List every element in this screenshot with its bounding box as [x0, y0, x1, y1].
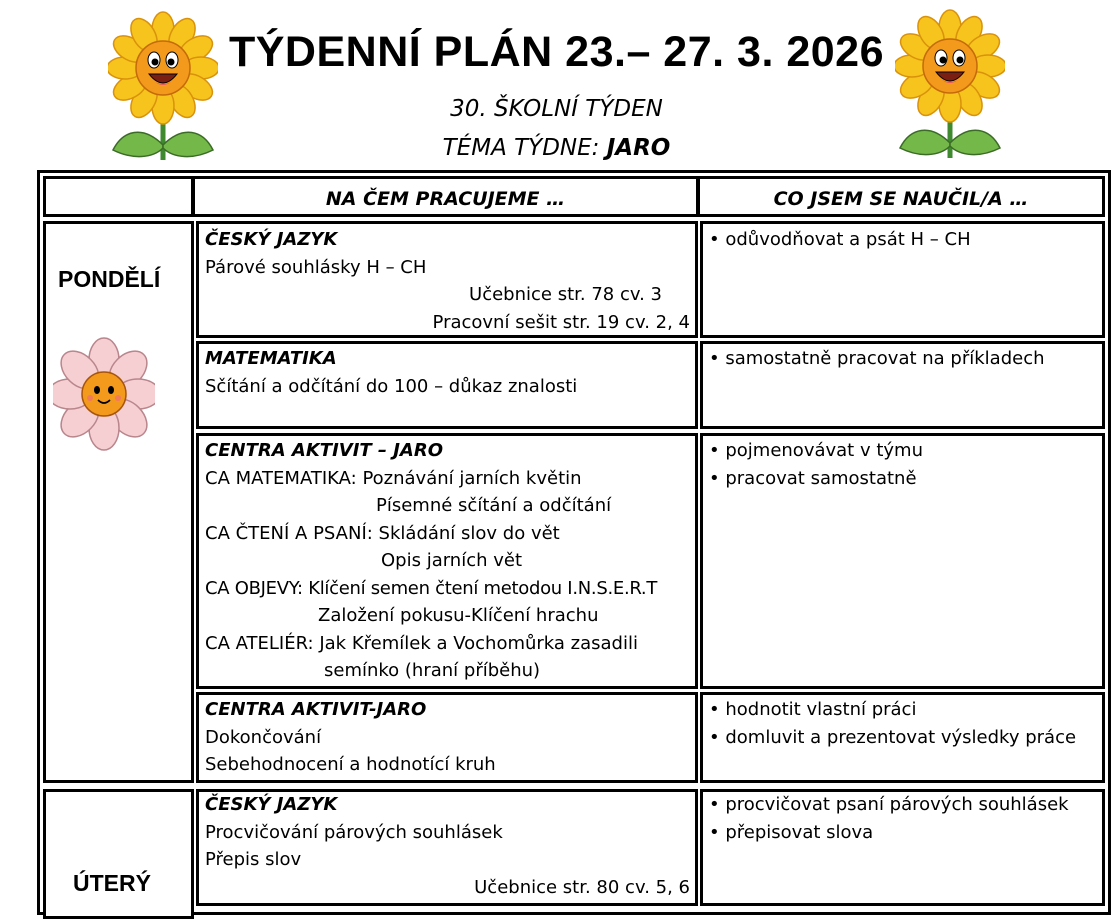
monday-math-work	[205, 345, 690, 400]
work-line: Přepis slov	[205, 849, 302, 870]
work-line: Založení pokusu-Klíčení hrachu	[318, 605, 599, 626]
work-line: Sebehodnocení a hodnotící kruh	[205, 754, 496, 775]
work-line: CA MATEMATIKA: Poznávání jarních květin	[205, 467, 582, 489]
subject-title: MATEMATIKA	[205, 348, 337, 369]
work-line: Procvičování párových souhlásek	[205, 821, 503, 843]
work-line: Opis jarních vět	[381, 550, 523, 571]
work-line: CA OBJEVY: Klíčení semen čtení metodou I.N.S.E.R.T	[205, 577, 658, 599]
day-cell-monday	[43, 221, 194, 783]
monday-centers-learned	[709, 437, 1099, 492]
assignment-line: Učebnice str. 80 cv. 5, 6	[474, 876, 690, 898]
work-line: Písemné sčítání a odčítání	[376, 495, 612, 516]
pink-flower-illustration	[53, 334, 155, 464]
work-line: CA ATELIÉR: Jak Křemílek a Vochomůrka zasadili	[205, 632, 638, 654]
learned-item: • pracovat samostatně	[709, 465, 1099, 493]
learned-item: • samostatně pracovat na příkladech	[709, 345, 1099, 373]
subject-title: ČESKÝ JAZYK	[205, 229, 338, 250]
subject-title: ČESKÝ JAZYK	[205, 794, 338, 815]
monday-centers2-learned	[709, 696, 1104, 751]
page-title: TÝDENNÍ PLÁN 23.– 27. 3. 2026	[228, 28, 884, 76]
work-line: Sčítání a odčítání do 100 – důkaz znalosti	[205, 375, 578, 397]
learned-item: • přepisovat slova	[709, 819, 1104, 847]
work-line: CA ČTENÍ A PSANÍ: Skládání slov do vět	[205, 522, 560, 544]
day-label-tuesday: ÚTERÝ	[73, 870, 151, 896]
learned-item: • odůvodňovat a psát H – CH	[709, 226, 1099, 254]
monday-czech-learned	[709, 226, 1099, 254]
monday-math-learned	[709, 345, 1099, 373]
learned-item: • pojmenovávat v týmu	[709, 437, 1099, 465]
week-number: 30. ŠKOLNÍ TÝDEN	[450, 96, 663, 122]
header-empty-cell	[43, 176, 194, 217]
theme-label: TÉMA TÝDNE:	[442, 135, 600, 161]
subject-title: CENTRA AKTIVIT – JARO	[205, 440, 443, 461]
header-work-cell: NA ČEM PRACUJEME …	[192, 176, 699, 217]
day-cell-tuesday	[43, 789, 194, 919]
assignment-line: Pracovní sešit str. 19 cv. 2, 4	[432, 311, 690, 333]
learned-item: • domluvit a prezentovat výsledky práce	[709, 724, 1104, 752]
day-label-monday: PONDĚLÍ	[58, 266, 161, 292]
monday-centers2-work	[205, 696, 690, 779]
work-line: Dokončování	[205, 726, 322, 748]
monday-centers-work	[205, 437, 695, 685]
tuesday-czech-learned	[709, 791, 1104, 846]
header-learned-cell: CO JSEM SE NAUČIL/A …	[697, 176, 1105, 217]
subject-title: CENTRA AKTIVIT-JARO	[205, 699, 427, 720]
week-theme	[0, 135, 1113, 161]
monday-czech-work	[205, 226, 690, 336]
work-line: semínko (hraní příběhu)	[324, 660, 541, 681]
work-line: Párové souhlásky H – CH	[205, 256, 427, 278]
learned-item: • procvičovat psaní párových souhlásek	[709, 791, 1104, 819]
learned-item: • hodnotit vlastní práci	[709, 696, 1104, 724]
assignment-line: Učebnice str. 78 cv. 3	[469, 284, 662, 305]
tuesday-czech-work	[205, 791, 690, 901]
theme-value: JARO	[606, 135, 671, 161]
